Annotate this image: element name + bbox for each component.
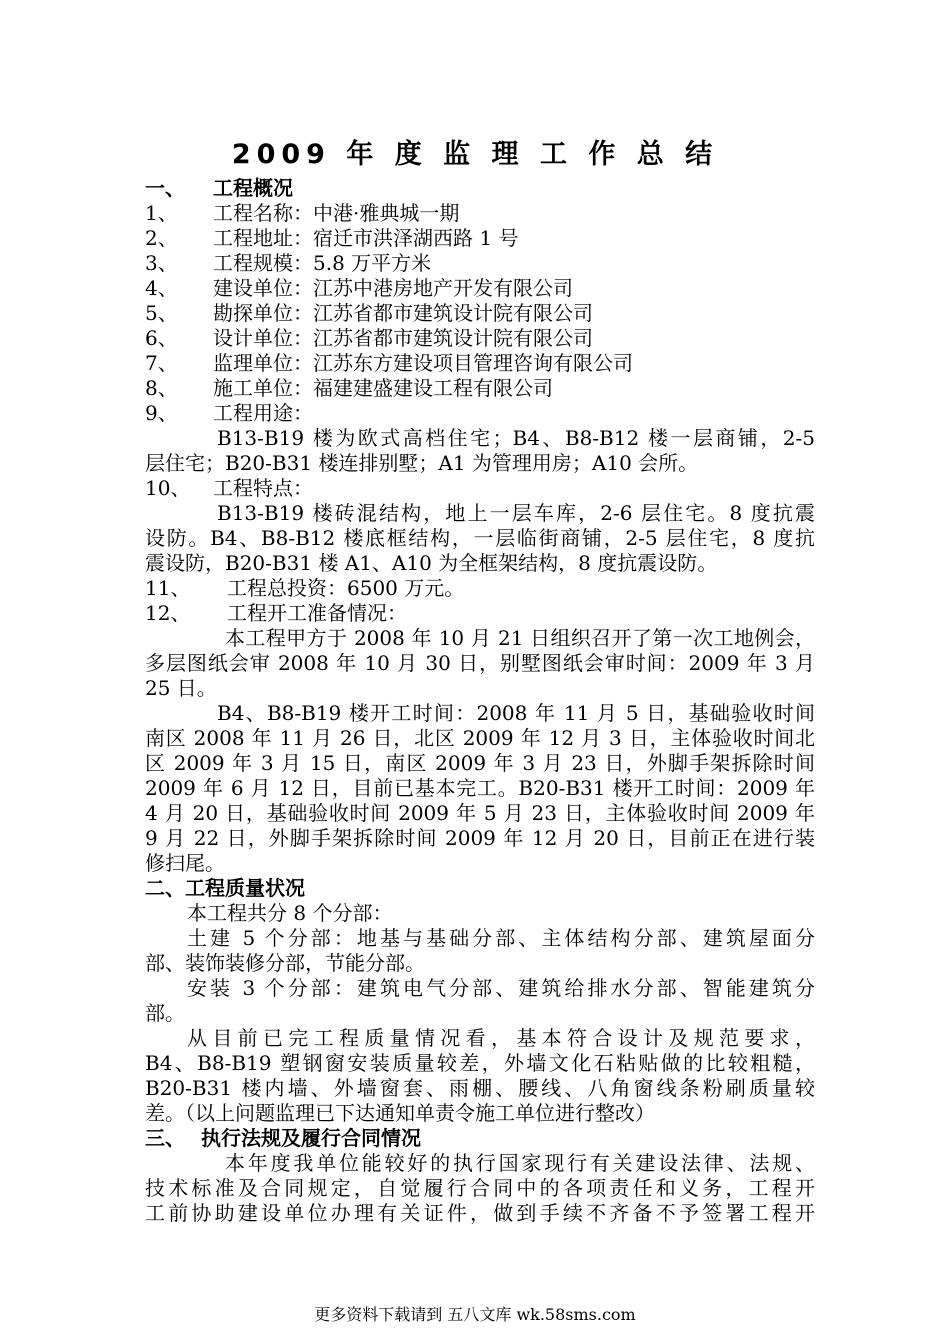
section-1-title: 工程概况	[213, 176, 293, 200]
item-number: 8、	[145, 376, 178, 400]
paragraph-line: 本年度我单位能较好的执行国家现行有关建设法律、法规、	[225, 1151, 815, 1175]
item-text: 工程开工准备情况：	[227, 601, 407, 625]
list-item	[145, 351, 815, 376]
paragraph-line: 技术标准及合同规定，自觉履行合同中的各项责任和义务，工程开	[145, 1176, 815, 1200]
document-title: 2009 年 度 监 理 工 作 总 结	[231, 139, 719, 170]
section-3-title: 执行法规及履行合同情况	[201, 1126, 421, 1150]
paragraph-line: 区 2009 年 3 月 15 日，南区 2009 年 3 月 23 日，外脚手架拆除时间	[145, 751, 815, 775]
paragraph-line: 设防。B4、B8-B12 楼底框结构，一层临街商铺，2-5 层住宅，8 度抗	[145, 526, 815, 550]
paragraph-line: 9 月 22 日，外脚手架拆除时间 2009 年 12 月 20 日，目前正在进行装	[145, 826, 815, 850]
item-text: 施工单位：福建建盛建设工程有限公司	[213, 376, 553, 400]
paragraph-line: 震设防，B20-B31 楼 A1、A10 为全框架结构，8 度抗震设防。	[145, 551, 718, 575]
page-footer: 更多资料下载请到 五八文库 wk.58sms.com	[314, 1305, 636, 1324]
paragraph-line: 从目前已完工程质量情况看，基本符合设计及规范要求，	[187, 1026, 815, 1050]
item-number: 4、	[145, 276, 178, 300]
list-item	[145, 476, 815, 501]
section-1-heading	[145, 176, 815, 201]
paragraph-line: 南区 2008 年 11 月 26 日，北区 2009 年 12 月 3 日，主体验收时间北	[145, 726, 815, 750]
item-text: 建设单位：江苏中港房地产开发有限公司	[213, 276, 573, 300]
paragraph-line: 层住宅；B20-B31 楼连排别墅；A1 为管理用房；A10 会所。	[145, 451, 699, 475]
item-number: 3、	[145, 251, 178, 275]
item-number: 6、	[145, 326, 178, 350]
item-number: 11、	[145, 576, 191, 600]
paragraph-line: 4 月 20 日，基础验收时间 2009 年 5 月 23 日，主体验收时间 2009 年	[145, 801, 815, 825]
item-text: 工程总投资：6500 万元。	[227, 576, 465, 600]
item-text: 监理单位：江苏东方建设项目管理咨询有限公司	[213, 351, 633, 375]
paragraph-line: B4、B8-B19 楼开工时间：2008 年 11 月 5 日，基础验收时间	[217, 701, 815, 725]
item-text: 勘探单位：江苏省都市建筑设计院有限公司	[213, 301, 593, 325]
paragraph-line: 差。（以上问题监理已下达通知单责令施工单位进行整改）	[145, 1101, 655, 1125]
item-number: 7、	[145, 351, 178, 375]
item-number: 9、	[145, 401, 178, 425]
list-item	[145, 601, 815, 626]
paragraph-line: 修扫尾。	[145, 851, 225, 875]
paragraph-line: B13-B19 楼为欧式高档住宅；B4、B8-B12 楼一层商铺，2-5	[217, 426, 815, 450]
paragraph-line: 安装 3 个分部：建筑电气分部、建筑给排水分部、智能建筑分	[187, 976, 815, 1000]
item-text: 工程地址：宿迁市洪泽湖西路 1 号	[213, 226, 519, 250]
list-item	[145, 251, 815, 276]
paragraph-line: 工前协助建设单位办理有关证件，做到手续不齐备不予签署工程开	[145, 1201, 815, 1225]
paragraph-line: 部、装饰装修分部，节能分部。	[145, 951, 425, 975]
list-item	[145, 576, 815, 601]
item-number: 12、	[145, 601, 191, 625]
paragraph-line: B4、B8-B19 塑钢窗安装质量较差，外墙文化石粘贴做的比较粗糙，	[145, 1051, 815, 1075]
list-item	[145, 301, 815, 326]
paragraph-line: B20-B31 楼内墙、外墙窗套、雨棚、腰线、八角窗线条粉刷质量较	[145, 1076, 815, 1100]
paragraph-line: 2009 年 6 月 12 日，目前已基本完工。B20-B31 楼开工时间：2009 年	[145, 776, 815, 800]
list-item	[145, 201, 815, 226]
item-text: 工程特点：	[213, 476, 313, 500]
item-number: 2、	[145, 226, 178, 250]
list-item	[145, 326, 815, 351]
section-3-number: 三、	[145, 1126, 185, 1150]
item-text: 设计单位：江苏省都市建筑设计院有限公司	[213, 326, 593, 350]
item-number: 1、	[145, 201, 178, 225]
list-item	[145, 376, 815, 401]
section-3-heading	[145, 1126, 815, 1151]
paragraph-line: 25 日。	[145, 676, 217, 700]
list-item	[145, 276, 815, 301]
paragraph-line: B13-B19 楼砖混结构，地上一层车库，2-6 层住宅。8 度抗震	[217, 501, 815, 525]
item-number: 5、	[145, 301, 178, 325]
paragraph-line: 部。	[145, 1001, 185, 1025]
item-number: 10、	[145, 476, 191, 500]
item-text: 工程规模：5.8 万平方米	[213, 251, 432, 275]
section-2-heading: 二、工程质量状况	[145, 876, 305, 900]
list-item	[145, 401, 815, 426]
paragraph-line: 本工程共分 8 个分部：	[187, 901, 393, 925]
item-text: 工程名称：中港·雅典城一期	[213, 201, 460, 225]
paragraph-line: 土建 5 个分部：地基与基础分部、主体结构分部、建筑屋面分	[187, 926, 815, 950]
paragraph-line: 本工程甲方于 2008 年 10 月 21 日组织召开了第一次工地例会，	[225, 626, 815, 650]
paragraph-line: 多层图纸会审 2008 年 10 月 30 日，别墅图纸会审时间：2009 年 3 月	[145, 651, 815, 675]
list-item	[145, 226, 815, 251]
item-text: 工程用途：	[213, 401, 313, 425]
section-1-number: 一、	[145, 176, 185, 200]
